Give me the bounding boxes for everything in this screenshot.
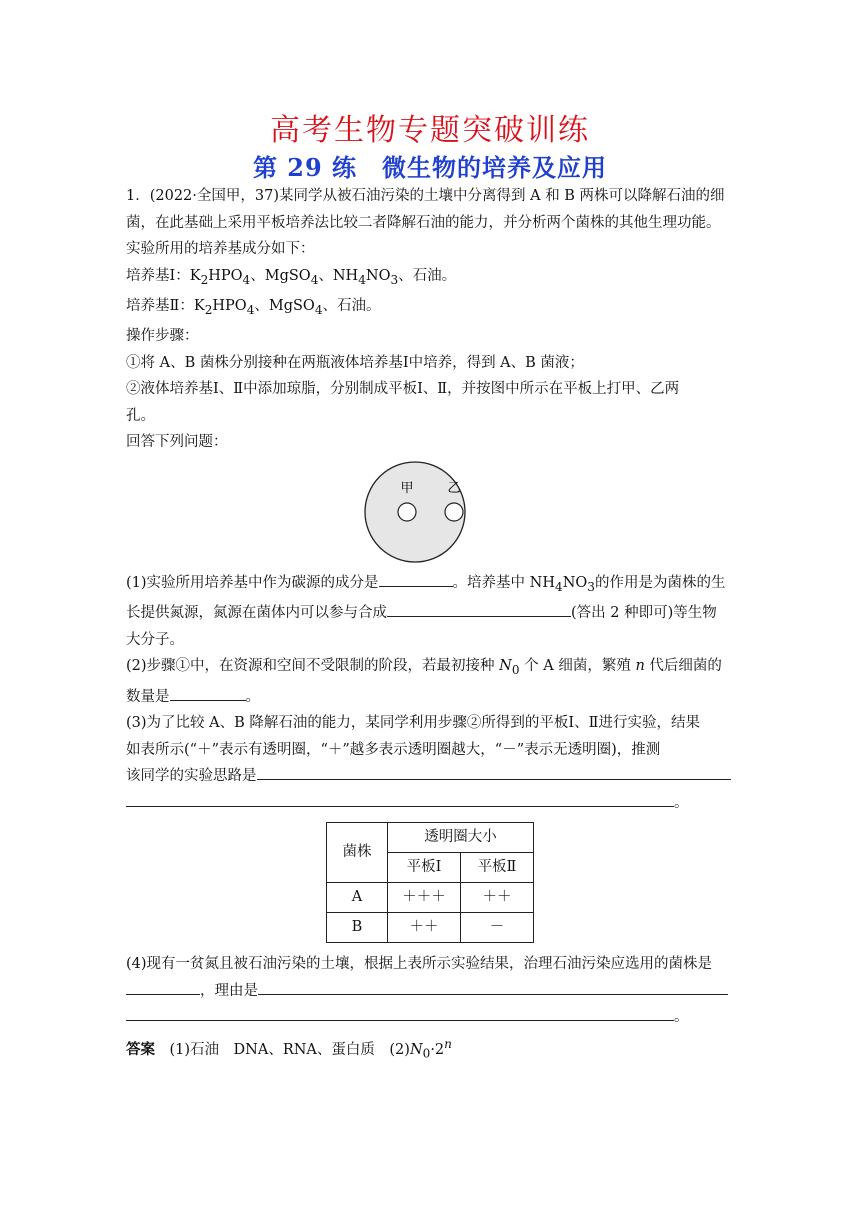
cell-plate-2: ＋＋ <box>461 883 534 913</box>
blank-8[interactable] <box>126 1004 674 1021</box>
blank-1[interactable] <box>379 570 453 587</box>
question-3-line: 该同学的实验思路是 <box>126 763 736 790</box>
header-strain: 菌株 <box>327 823 388 883</box>
steps-label: 操作步骤： <box>126 328 199 345</box>
cell-plate-2: － <box>461 913 534 943</box>
header-plate-1: 平板Ⅰ <box>388 853 461 883</box>
question-3: (3)为了比较 A、B 降解石油的能力，某同学利用步骤②所得到的平板Ⅰ、Ⅱ进行实验，结果 <box>126 715 700 732</box>
petri-dish-diagram <box>126 460 736 564</box>
step-1: ①将 A、B 菌株分别接种在两瓶液体培养基Ⅰ中培养，得到 A、B 菌液； <box>126 354 584 371</box>
question-1: (1)实验所用培养基中作为碳源的成分是 。培养基中 $NH_4NO_3$的作用是为菌株的生 <box>126 570 736 600</box>
label-yi: 乙 <box>447 480 461 496</box>
medium-1: 培养基Ⅰ：$K_2HPO_4$、MgSO$_4$、$NH_4NO_3$、石油。 <box>126 267 457 287</box>
label-jia: 甲 <box>400 480 414 496</box>
question-3-line2: 。 <box>126 790 736 817</box>
question-body <box>126 183 736 1067</box>
step-2-cont: 孔。 <box>126 407 155 424</box>
header-halo: 透明圈大小 <box>388 823 534 853</box>
intro-line: 1．(2022·全国甲，37)某同学从被石油污染的土壤中分离得到 A 和 B 两株可以降解石油的细 <box>126 188 725 204</box>
question-1-end: 大分子。 <box>126 631 184 648</box>
question-2-cont: 数量是 。 <box>126 684 736 711</box>
step-2: ②液体培养基Ⅰ、Ⅱ中添加琼脂，分别制成平板Ⅰ、Ⅱ，并按图中所示在平板上打甲、乙两 <box>126 381 680 398</box>
blank-3[interactable] <box>170 684 246 701</box>
intro-line: 菌，在此基础上采用平板培养法比较二者降解石油的能力，并分析两个菌株的其他生理功能。 <box>126 214 721 231</box>
answer-line: 答案 (1)石油 DNA、RNA、蛋白质 $(2)N_0\cdot 2^n$ <box>126 1036 452 1061</box>
cell-plate-1: ＋＋ <box>388 913 461 943</box>
answer-label: 答案 <box>126 1041 155 1058</box>
hole-yi <box>445 503 463 521</box>
results-table <box>326 822 534 943</box>
blank-2[interactable] <box>387 600 571 617</box>
page-title: 高考生物专题突破训练 <box>270 113 590 148</box>
question-4-line2: 。 <box>126 1004 736 1031</box>
header-plate-2: 平板Ⅱ <box>461 853 534 883</box>
petri-dish-figure <box>126 460 736 564</box>
question-3-cont: 如表所示(“＋”表示有透明圈，“＋”越多表示透明圈越大，“－”表示无透明圈)，推测 <box>126 741 661 758</box>
question-4: (4)现有一贫氮且被石油污染的土壤，根据上表所示实验结果，治理石油污染应选用的菌株是 <box>126 956 713 973</box>
blank-6[interactable] <box>126 978 200 995</box>
cell-plate-1: ＋＋＋ <box>388 883 461 913</box>
cell-strain: B <box>327 913 388 943</box>
question-1-cont: 长提供氮源，氮源在菌体内可以参与合成 (答出 2 种即可)等生物 <box>126 600 736 627</box>
medium-2: 培养基Ⅱ：$K_2HPO_4$、MgSO$_4$、石油。 <box>126 297 381 317</box>
cell-strain: A <box>327 883 388 913</box>
table-row <box>327 913 534 943</box>
blank-5[interactable] <box>126 790 674 807</box>
hole-jia <box>398 503 416 521</box>
table-row <box>327 883 534 913</box>
blank-7[interactable] <box>258 978 728 995</box>
blank-4[interactable] <box>257 763 731 780</box>
question-4-cont: ，理由是 <box>126 978 736 1005</box>
intro-line: 实验所用的培养基成分如下： <box>126 241 315 257</box>
question-2: (2)步骤①中，在资源和空间不受限制的阶段，若最初接种 $N_0$ 个 A 细菌，繁殖 n 代后细菌的 <box>126 658 722 678</box>
answer-prompt: 回答下列问题： <box>126 434 228 451</box>
page-subtitle: 第 29 练 微生物的培养及应用 <box>252 153 608 182</box>
